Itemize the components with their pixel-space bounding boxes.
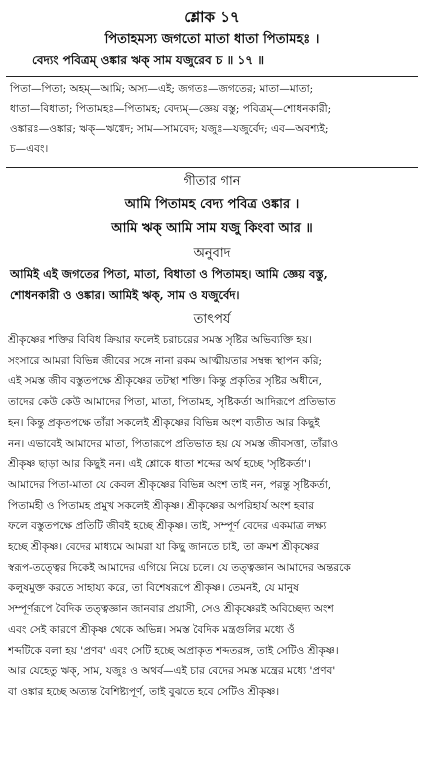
document-page xyxy=(0,7,424,769)
verse-title: শ্লোক ১৭ xyxy=(184,8,240,26)
purport-line: শ্রীকৃষ্ণের শক্তির বিবিধ ক্রিয়ার ফলেই চরাচরের সমস্ত সৃষ্টির অভিব্যক্তি হয়। xyxy=(8,334,312,346)
gita-song-heading: গীতার গান xyxy=(183,174,241,189)
verse-line-2: বেদ্যং পবিত্রম্ ওঙ্কার ঋক্ সাম যজুরেব চ ॥ ১৭ ॥ xyxy=(32,53,265,67)
purport-line: ফলে বস্তুতপক্ষে প্রতিটি জীবই হচ্ছে শ্রীকৃষ্ণ। তাই, সম্পূর্ণ বেদের একমাত্র লক্ষ্য xyxy=(8,520,327,533)
purport-line: শব্দটিকে বলা হয় 'প্রণব' এবং সেটি হচ্ছে অপ্রাকৃত শব্দতরঙ্গ, তাই সেটিও শ্রীকৃষ্ণ। xyxy=(8,644,339,657)
purport-line: আমাদের পিতা-মাতা যে কেবল শ্রীকৃষ্ণের বিভিন্ন অংশ তাই নন, পরন্তু সৃষ্টিকর্তা, xyxy=(8,478,332,491)
song-line-2: আমি ঋক্ আমি সাম যজু কিংবা আর ॥ xyxy=(111,221,313,236)
verse-line-1: পিতাহমস্য জগতো মাতা ধাতা পিতামহঃ । xyxy=(104,32,320,47)
synonyms-line: ধাতা—বিধাতা; পিতামহঃ—পিতামহ; বেদ্যম্—জ্ঞেয় বস্তু; পবিত্রম্—শোধনকারী; xyxy=(10,103,332,115)
synonyms-line: ওঙ্কারঃ—ওঙ্কার; ঋক্—ঋগ্বেদ; সাম—সামবেদ; যজুঃ—যজুর্বেদ; এব—অবশ্যই; xyxy=(10,123,329,135)
translation-block xyxy=(0,264,424,306)
divider xyxy=(6,167,418,168)
song-line-1: আমি পিতামহ বেদ্য পবিত্র ওঙ্কার । xyxy=(124,197,300,212)
translation-line: শোধনকারী ও ওঙ্কার। আমিই ঋক্, সাম ও যজুর্বেদ। xyxy=(10,288,240,302)
purport-line: হন। কিন্তু প্রকৃতপক্ষে তাঁরা সকলেই শ্রীকৃষ্ণের বিভিন্ন অংশ ব্যতীত আর কিছুই xyxy=(8,416,320,429)
synonyms-line: চ—এবং। xyxy=(10,143,49,155)
purport-block xyxy=(0,330,424,703)
purport-line: নন। এভাবেই আমাদের মাতা, পিতারূপে প্রতিভাত হয় যে সমস্ত জীবসত্তা, তাঁরাও xyxy=(8,437,339,450)
purport-line: বা ওঙ্কার হচ্ছে অত্যন্ত বৈশিষ্ট্যপূর্ণ, তাই বুঝতে হবে সেটিও শ্রীকৃষ্ণ। xyxy=(8,685,280,698)
purport-line: সংসারে আমরা বিভিন্ন জীবের সঙ্গে নানা রকম আত্মীয়তার সম্বন্ধ স্থাপন করি; xyxy=(8,354,323,367)
purport-line: পিতামহী ও পিতামহ প্রমুখ সকলেই শ্রীকৃষ্ণ। শ্রীকৃষ্ণের অপরিহার্য অংশ হবার xyxy=(8,499,315,512)
purport-line: স্বরূপ-তত্ত্বের দিকেই আমাদের এগিয়ে নিয়ে চলে। যে তত্ত্বজ্ঞান আমাদের অন্তরকে xyxy=(8,561,351,574)
synonyms-line: পিতা—পিতা; অহম্—আমি; অস্য—এই; জগতঃ—জগতের; মাতা—মাতা; xyxy=(10,83,314,95)
purport-line: এই সমস্ত জীব বস্তুতপক্ষে শ্রীকৃষ্ণের তটস্থা শক্তি। কিন্তু প্রকৃতির সৃষ্টির অধীনে, xyxy=(8,375,322,388)
purport-line: সম্পূর্ণরূপে বৈদিক তত্ত্বজ্ঞান জানবার প্রয়াসী, সেও শ্রীকৃষ্ণেরই অবিচ্ছেদ্য অংশ xyxy=(8,603,334,616)
purport-line: আর যেহেতু ঋক্, সাম, যজুঃ ও অথর্ব—এই চার বেদের সমস্ত মন্ত্রের মধ্যে 'প্রণব' xyxy=(8,665,336,678)
purport-line: শ্রীকৃষ্ণ ছাড়া আর কিছুই নন। এই শ্লোকে ধাতা শব্দের অর্থ হচ্ছে 'সৃষ্টিকর্তা'। xyxy=(8,458,311,471)
purport-line: কলুষমুক্ত করতে সাহায্য করে, তা বিশেষরূপে শ্রীকৃষ্ণ। তেমনই, যে মানুষ xyxy=(8,582,299,595)
synonyms-block xyxy=(0,77,424,161)
translation-heading: অনুবাদ xyxy=(193,246,231,261)
purport-heading: তাৎপর্য xyxy=(193,312,231,327)
purport-line: এবং সেই কারণে শ্রীকৃষ্ণ থেকে অভিন্ন। সমস্ত বৈদিক মন্ত্রগুলির মধ্যে ওঁ xyxy=(8,623,295,636)
purport-line: হচ্ছে শ্রীকৃষ্ণ। বেদের মাধ্যমে আমরা যা কিছু জানতে চাই, তা ক্রমশ শ্রীকৃষ্ণের xyxy=(8,541,320,554)
purport-line: তাদের কেউ কেউ আমাদের পিতা, মাতা, পিতামহ, সৃষ্টিকর্তা আদিরূপে প্রতিভাত xyxy=(8,396,336,409)
translation-line: আমিই এই জগতের পিতা, মাতা, বিধাতা ও পিতামহ। আমি জ্ঞেয় বস্তু, xyxy=(10,267,328,281)
